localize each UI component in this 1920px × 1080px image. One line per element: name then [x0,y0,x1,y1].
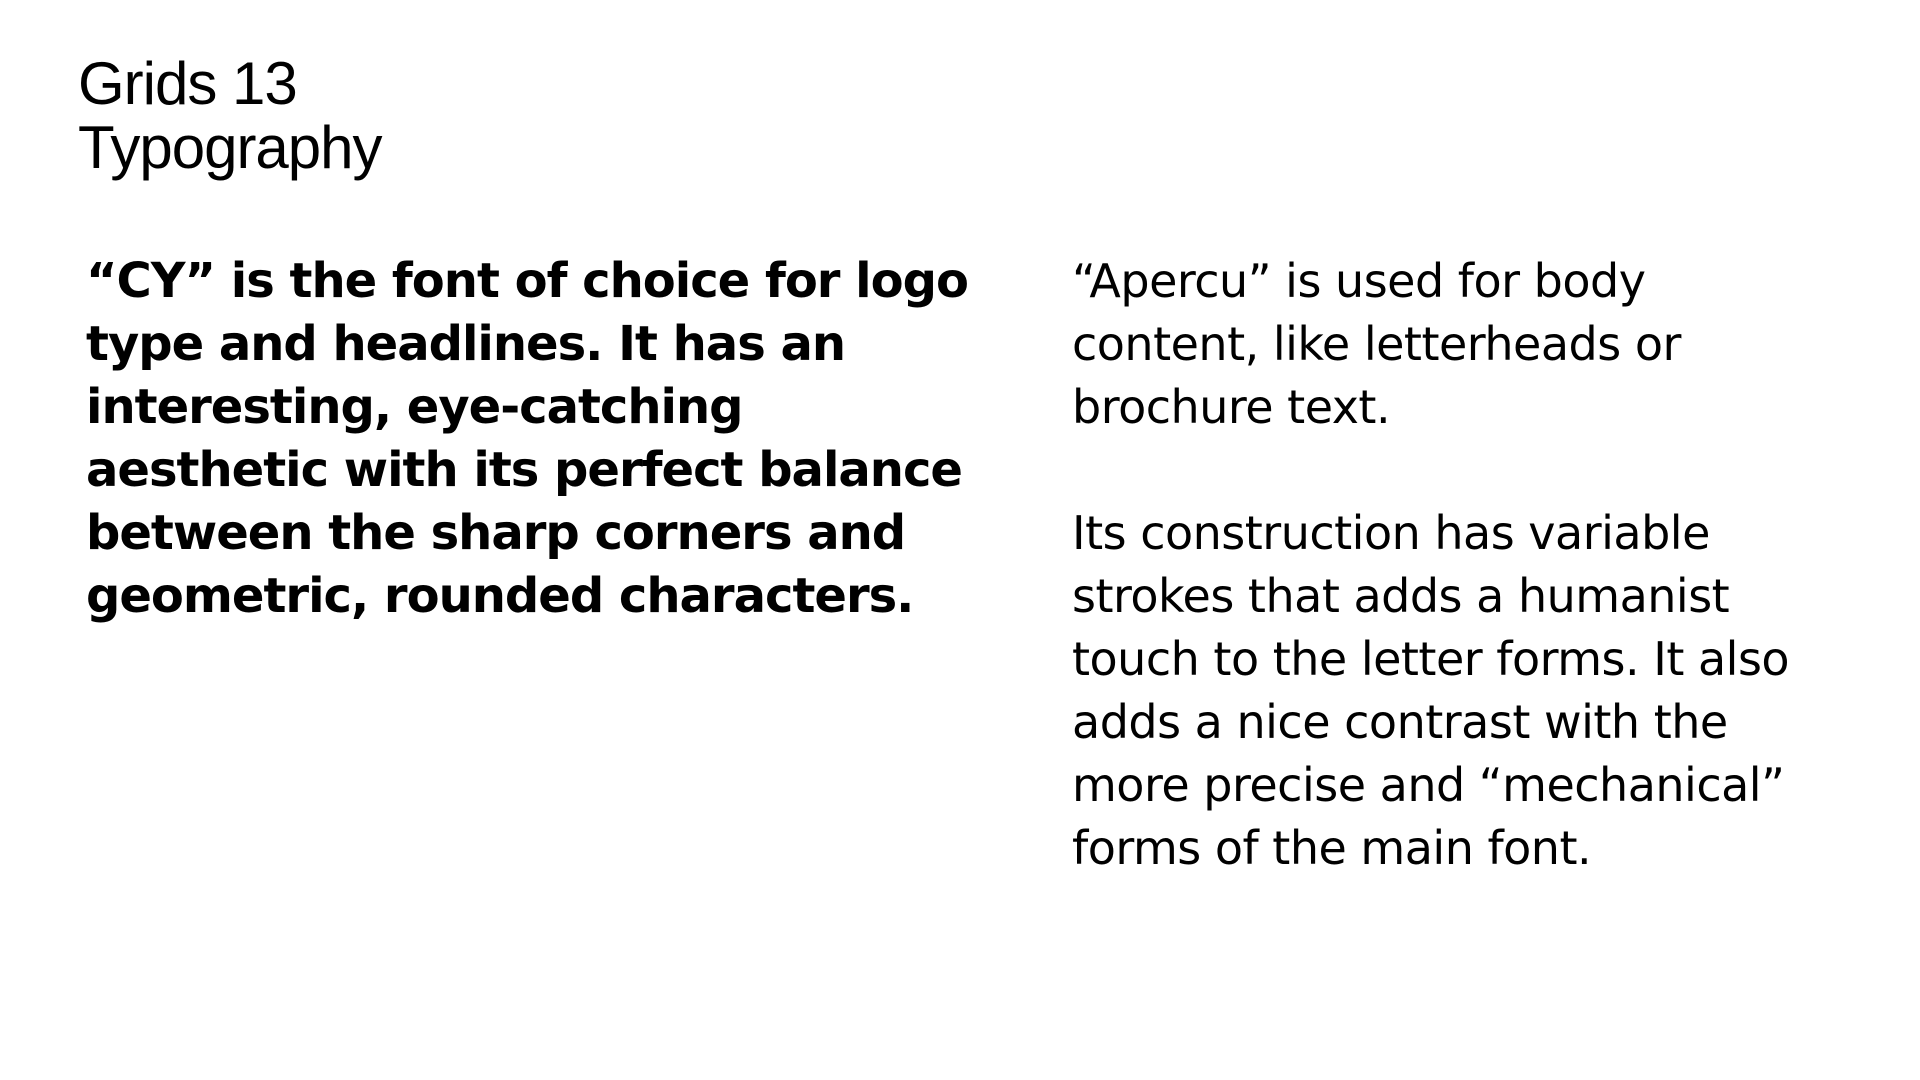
text-line: strokes that adds a humanist [1072,569,1730,623]
text-line: between the sharp corners and [86,505,906,561]
page-title [78,52,382,180]
text-line: “CY” is the font of choice for logo [86,253,968,309]
paragraph-construction [1072,502,1892,880]
text-line: more precise and “mechanical” [1072,758,1785,812]
text-line: “Apercu” is used for body [1072,254,1646,308]
headline-font-description [86,250,966,628]
title-line-grids: Grids 13 [78,50,297,117]
text-line: touch to the letter forms. It also [1072,632,1790,686]
text-line: geometric, rounded characters. [86,568,914,624]
text-line: adds a nice contrast with the [1072,695,1728,749]
body-font-description [1072,250,1892,880]
text-line: content, like letterheads or [1072,317,1681,371]
text-line: aesthetic with its perfect balance [86,442,962,498]
paragraph-spacer [1072,439,1892,502]
text-line: type and headlines. It has an [86,316,846,372]
text-line: Its construction has variable [1072,506,1710,560]
paragraph-apercu-usage [1072,250,1892,439]
text-line: brochure text. [1072,380,1391,434]
title-line-typography: Typography [78,114,382,181]
text-line: interesting, eye-catching [86,379,743,435]
text-line: forms of the main font. [1072,821,1592,875]
